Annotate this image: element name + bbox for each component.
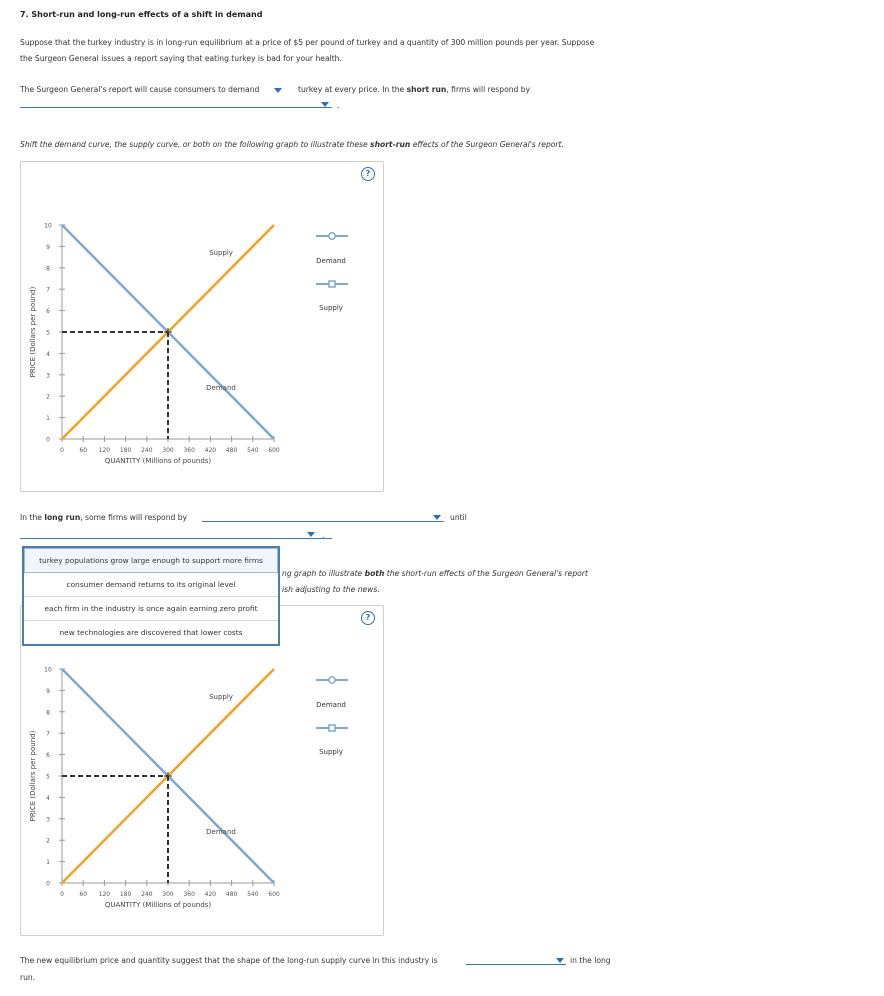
instr1-a: Shift the demand curve, the supply curve, or both on the following graph to illustrate these: [20, 140, 368, 149]
demand-tool-icon[interactable]: [314, 674, 350, 686]
legend-demand-label: Demand: [316, 701, 346, 709]
x-axis-label: QUANTITY (Millions of pounds): [104, 457, 212, 465]
y-tick-label: 1: [46, 415, 50, 423]
supply-shape-dropdown[interactable]: [466, 954, 566, 965]
dropdown-arrow-icon: [433, 515, 441, 520]
x-axis-label: QUANTITY (Millions of pounds): [104, 901, 212, 909]
legend-supply-label: Supply: [319, 748, 343, 756]
y-tick-label: 0: [46, 436, 50, 444]
q2-b: , some firms will respond by: [80, 513, 188, 522]
y-tick-label: 10: [44, 222, 52, 230]
x-tick-label: 0: [60, 891, 64, 898]
y-tick-label: 1: [46, 859, 50, 867]
instruction-2-line-2: ish adjusting to the news.: [282, 585, 380, 594]
y-tick-label: 2: [46, 393, 50, 401]
help-icon[interactable]: ?: [361, 167, 375, 181]
long-run-response-menu[interactable]: [22, 546, 280, 646]
y-tick-label: 4: [46, 794, 50, 802]
intro-line-1: Suppose that the turkey industry is in long-run equilibrium at a price of $5 per pound of turkey and a quantity of 300 million pounds per year. Suppose: [20, 38, 595, 47]
x-tick-label: 300: [162, 891, 174, 898]
instr2-bold: both: [364, 569, 385, 578]
x-tick-label: 120: [98, 447, 111, 454]
y-tick-label: 0: [46, 880, 50, 888]
y-tick-label: 10: [44, 666, 52, 674]
help-icon[interactable]: ?: [361, 611, 375, 625]
demand-curve-label: Demand: [206, 383, 236, 392]
q2-a: In the: [20, 513, 42, 522]
y-tick-label: 5: [46, 773, 50, 781]
x-tick-label: 120: [98, 891, 111, 898]
y-axis-label: PRICE (Dollars per pound): [29, 286, 37, 378]
legend-demand-label: Demand: [316, 257, 346, 265]
dropdown-arrow-icon: [556, 958, 564, 963]
demand-change-dropdown[interactable]: [274, 86, 282, 93]
x-tick-label: 600: [268, 447, 280, 454]
x-tick-label: 60: [79, 447, 88, 454]
question-title: 7. Short-run and long-run effects of a shift in demand: [20, 10, 263, 19]
y-tick-label: 2: [46, 837, 50, 845]
x-tick-label: 300: [162, 447, 174, 454]
legend-supply-label: Supply: [319, 304, 343, 312]
instr1-b: effects of the Surgeon General's report.: [412, 140, 564, 149]
q3-text-b: in the long: [570, 956, 611, 965]
x-tick-label: 360: [183, 891, 195, 898]
menu-option-demand-returns[interactable]: consumer demand returns to its original level: [24, 573, 278, 597]
short-run-response-dropdown[interactable]: [20, 97, 332, 108]
x-tick-label: 540: [247, 891, 259, 898]
q2-text: [20, 513, 187, 522]
q1-after-a: turkey at every price. In the: [298, 85, 405, 94]
x-tick-label: 180: [119, 447, 132, 454]
instruction-2: [282, 569, 588, 578]
x-tick-label: 240: [141, 891, 153, 898]
x-tick-label: 420: [204, 447, 217, 454]
intro-line-2: the Surgeon General issues a report saying that eating turkey is bad for your health.: [20, 54, 342, 63]
supply-tool-icon[interactable]: [314, 722, 350, 734]
y-axis-label: PRICE (Dollars per pound): [29, 730, 37, 822]
x-tick-label: 180: [119, 891, 132, 898]
y-tick-label: 9: [46, 687, 50, 695]
x-tick-label: 0: [60, 447, 64, 454]
q3-text: The new equilibrium price and quantity suggest that the shape of the long-run supply curve in this industry is: [20, 956, 438, 965]
until-dropdown[interactable]: [20, 528, 332, 539]
q1-text-before: The Surgeon General's report will cause consumers to demand: [20, 85, 260, 94]
chart-long-run[interactable]: [20, 605, 382, 934]
supply-tool-icon[interactable]: [314, 278, 350, 290]
x-tick-label: 480: [225, 891, 238, 898]
instr2-a: ng graph to illustrate: [282, 569, 363, 578]
y-tick-label: 6: [46, 752, 50, 760]
y-tick-label: 6: [46, 308, 50, 316]
q1-text-after: [298, 85, 530, 94]
q2-bold: long run: [44, 513, 81, 522]
chart-short-run[interactable]: [20, 161, 382, 490]
supply-curve-label: Supply: [209, 248, 233, 257]
instr2-b: the short-run effects of the Surgeon General's report: [386, 569, 588, 578]
menu-option-new-technologies[interactable]: new technologies are discovered that lower costs: [59, 628, 243, 637]
menu-option-populations[interactable]: turkey populations grow large enough to support more firms: [24, 548, 278, 573]
dropdown-arrow-icon: [321, 102, 329, 107]
menu-option-zero-profit[interactable]: each firm in the industry is once again earning zero profit: [24, 597, 278, 621]
long-run-response-dropdown[interactable]: [202, 511, 444, 522]
y-tick-label: 9: [46, 243, 50, 251]
supply-curve-label: Supply: [209, 692, 233, 701]
y-tick-label: 4: [46, 350, 50, 358]
y-tick-label: 5: [46, 329, 50, 337]
q2-until: until: [450, 513, 467, 522]
q1-after-b: , firms will respond by: [446, 85, 531, 94]
instruction-1: [20, 140, 564, 149]
x-tick-label: 540: [247, 447, 259, 454]
x-tick-label: 360: [183, 447, 195, 454]
y-tick-label: 7: [46, 286, 50, 294]
x-tick-label: 60: [79, 891, 88, 898]
demand-tool-icon[interactable]: [314, 230, 350, 242]
dropdown-arrow-icon: [274, 88, 282, 93]
y-tick-label: 3: [46, 372, 50, 380]
y-tick-label: 7: [46, 730, 50, 738]
demand-curve-label: Demand: [206, 827, 236, 836]
q1-period: .: [337, 101, 340, 110]
q2-period: .: [322, 531, 325, 540]
x-tick-label: 420: [204, 891, 217, 898]
instr1-bold: short-run: [370, 140, 411, 149]
x-tick-label: 240: [141, 447, 153, 454]
x-tick-label: 600: [268, 891, 280, 898]
y-tick-label: 3: [46, 816, 50, 824]
dropdown-arrow-icon: [307, 532, 315, 537]
y-tick-label: 8: [46, 265, 50, 273]
y-tick-label: 8: [46, 709, 50, 717]
x-tick-label: 480: [225, 447, 238, 454]
q3-text-c: run.: [20, 973, 36, 982]
q1-bold: short run: [406, 85, 447, 94]
